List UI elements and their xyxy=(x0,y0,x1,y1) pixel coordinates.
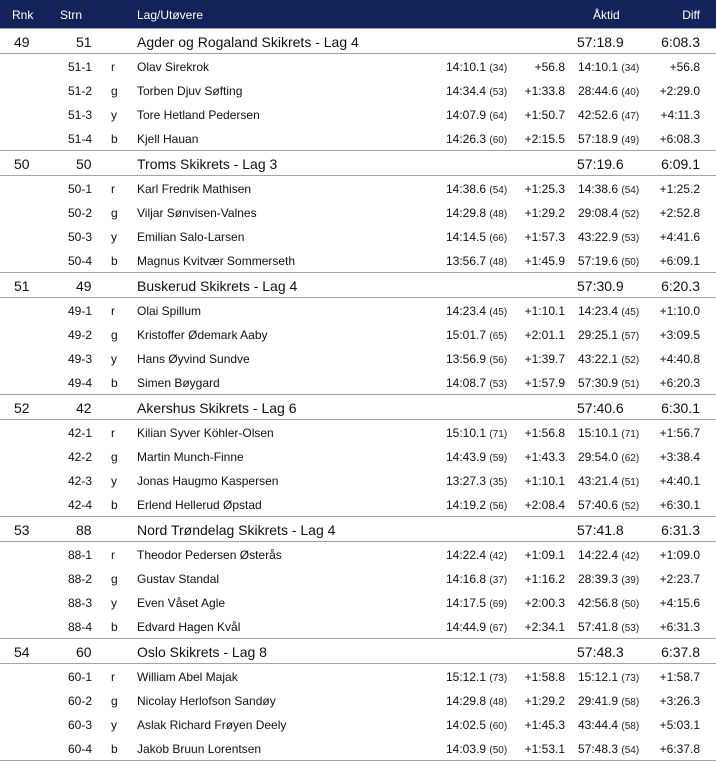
team-bib: 51 xyxy=(76,34,92,50)
athlete-name[interactable]: Nicolay Herlofson Sandøy xyxy=(137,694,276,708)
leg-time: 14:02.5 (60) xyxy=(446,718,508,732)
leg-time: 14:44.9 (67) xyxy=(446,620,508,634)
athlete-name[interactable]: Viljar Sønvisen-Valnes xyxy=(137,206,257,220)
athlete-name[interactable]: Even Våset Agle xyxy=(137,596,226,610)
leg-row[interactable] xyxy=(0,346,716,370)
leg-technique: g xyxy=(111,206,118,220)
cumulative-place: (45) xyxy=(621,307,640,318)
leg-place: (73) xyxy=(489,673,508,684)
leg-time: 14:23.4 (45) xyxy=(446,304,508,318)
leg-place: (45) xyxy=(489,307,508,318)
col-rank-header[interactable]: Rnk xyxy=(12,8,34,22)
cumulative-place: (49) xyxy=(621,135,640,146)
leg-time: 13:27.3 (35) xyxy=(446,474,508,488)
leg-row[interactable] xyxy=(0,468,716,492)
athlete-name[interactable]: Karl Fredrik Mathisen xyxy=(137,182,252,196)
athlete-name[interactable]: Theodor Pedersen Østerås xyxy=(137,548,282,562)
cumulative-time: 14:23.4 (45) xyxy=(578,304,640,318)
leg-diff: +1:45.9 xyxy=(524,254,565,268)
cumulative-time: 14:10.1 (34) xyxy=(578,60,640,74)
cumulative-place: (50) xyxy=(621,599,640,610)
cumulative-time: 29:25.1 (57) xyxy=(578,328,640,342)
leg-time: 14:07.9 (64) xyxy=(446,108,508,122)
leg-row[interactable] xyxy=(0,126,716,151)
cumulative-place: (51) xyxy=(621,379,640,390)
leg-time: 14:14.5 (66) xyxy=(446,230,508,244)
col-bib-header[interactable]: Strn xyxy=(60,8,83,22)
leg-technique: b xyxy=(111,620,118,634)
cumulative-place: (73) xyxy=(621,673,640,684)
cumulative-time: 57:48.3 (54) xyxy=(578,742,640,756)
team-row[interactable] xyxy=(0,517,716,542)
leg-place: (69) xyxy=(489,599,508,610)
leg-time: 13:56.7 (48) xyxy=(446,254,508,268)
leg-time: 14:43.9 (59) xyxy=(446,450,508,464)
leg-place: (65) xyxy=(489,331,508,342)
team-total-time: 57:30.9 xyxy=(577,278,624,294)
athlete-name[interactable]: Magnus Kvitvær Sommerseth xyxy=(137,254,296,268)
athlete-name[interactable]: Hans Øyvind Sundve xyxy=(137,352,250,366)
leg-place: (60) xyxy=(489,135,508,146)
athlete-name[interactable]: Edvard Hagen Kvål xyxy=(137,620,241,634)
leg-place: (37) xyxy=(489,575,508,586)
leg-technique: r xyxy=(111,60,115,74)
leg-time: 14:38.6 (54) xyxy=(446,182,508,196)
team-rank: 49 xyxy=(14,34,30,50)
col-total-header[interactable]: Åktid xyxy=(593,8,620,22)
cumulative-time: 57:41.8 (53) xyxy=(578,620,640,634)
team-total-time: 57:41.8 xyxy=(577,522,624,538)
cumulative-diff: +4:15.6 xyxy=(659,596,700,610)
leg-diff: +1:57.3 xyxy=(524,230,565,244)
leg-time: 14:29.8 (48) xyxy=(446,694,508,708)
leg-place: (53) xyxy=(489,379,508,390)
leg-bib: 51-2 xyxy=(68,84,93,98)
leg-technique: b xyxy=(111,132,118,146)
cumulative-place: (58) xyxy=(621,697,640,708)
leg-time: 15:10.1 (71) xyxy=(446,426,508,440)
athlete-name[interactable]: Olav Sirekrok xyxy=(137,60,210,74)
cumulative-time: 29:08.4 (52) xyxy=(578,206,640,220)
cumulative-time: 42:52.6 (47) xyxy=(578,108,640,122)
leg-diff: +1:43.3 xyxy=(524,450,565,464)
cumulative-place: (58) xyxy=(621,721,640,732)
cumulative-diff: +6:09.1 xyxy=(659,254,700,268)
leg-time: 15:12.1 (73) xyxy=(446,670,508,684)
team-rank: 54 xyxy=(14,644,30,660)
cumulative-place: (52) xyxy=(621,501,640,512)
leg-technique: r xyxy=(111,548,115,562)
leg-row[interactable] xyxy=(0,200,716,224)
cumulative-time: 57:40.6 (52) xyxy=(578,498,640,512)
leg-diff: +1:53.1 xyxy=(524,742,565,756)
athlete-name[interactable]: Martin Munch-Finne xyxy=(137,450,244,464)
cumulative-diff: +56.8 xyxy=(669,60,700,74)
athlete-name[interactable]: Jonas Haugmo Kaspersen xyxy=(137,474,279,488)
leg-diff: +2:00.3 xyxy=(524,596,565,610)
leg-bib: 50-4 xyxy=(68,254,93,268)
cumulative-place: (40) xyxy=(621,87,640,98)
leg-bib: 42-3 xyxy=(68,474,93,488)
leg-diff: +1:33.8 xyxy=(524,84,565,98)
leg-time: 14:26.3 (60) xyxy=(446,132,508,146)
results-table xyxy=(0,28,716,761)
cumulative-place: (51) xyxy=(621,477,640,488)
cumulative-time: 28:44.6 (40) xyxy=(578,84,640,98)
athlete-name[interactable]: Olai Spillum xyxy=(137,304,202,318)
cumulative-time: 57:18.9 (49) xyxy=(578,132,640,146)
team-rank: 52 xyxy=(14,400,30,416)
leg-technique: b xyxy=(111,376,118,390)
cumulative-diff: +1:25.2 xyxy=(659,182,700,196)
leg-place: (42) xyxy=(489,551,508,562)
team-bib: 49 xyxy=(76,278,92,294)
leg-technique: r xyxy=(111,426,115,440)
team-diff: 6:08.3 xyxy=(661,34,700,50)
cumulative-diff: +4:40.1 xyxy=(659,474,700,488)
leg-diff: +56.8 xyxy=(534,60,565,74)
cumulative-place: (39) xyxy=(621,575,640,586)
leg-technique: g xyxy=(111,450,118,464)
leg-row[interactable] xyxy=(0,664,716,688)
leg-time: 14:22.4 (42) xyxy=(446,548,508,562)
team-total-time: 57:19.6 xyxy=(577,156,624,172)
cumulative-diff: +6:20.3 xyxy=(659,376,700,390)
athlete-name[interactable]: Torben Djuv Søfting xyxy=(137,84,243,98)
cumulative-time: 29:41.9 (58) xyxy=(578,694,640,708)
cumulative-diff: +6:30.1 xyxy=(659,498,700,512)
leg-diff: +1:10.1 xyxy=(524,304,565,318)
leg-row[interactable] xyxy=(0,614,716,639)
leg-technique: r xyxy=(111,670,115,684)
leg-bib: 49-2 xyxy=(68,328,93,342)
leg-row[interactable] xyxy=(0,492,716,517)
leg-bib: 88-1 xyxy=(68,548,93,562)
leg-diff: +1:39.7 xyxy=(524,352,565,366)
cumulative-diff: +1:58.7 xyxy=(659,670,700,684)
athlete-name[interactable]: William Abel Majak xyxy=(137,670,238,684)
leg-row[interactable] xyxy=(0,248,716,273)
cumulative-time: 43:22.1 (52) xyxy=(578,352,640,366)
leg-time: 14:19.2 (56) xyxy=(446,498,508,512)
cumulative-place: (34) xyxy=(621,63,640,74)
leg-diff: +1:58.8 xyxy=(524,670,565,684)
team-rank: 53 xyxy=(14,522,30,538)
team-total-time: 57:48.3 xyxy=(577,644,624,660)
leg-place: (54) xyxy=(489,185,508,196)
team-name[interactable]: Troms Skikrets - Lag 3 xyxy=(137,156,278,172)
team-name[interactable]: Buskerud Skikrets - Lag 4 xyxy=(137,278,298,294)
athlete-name[interactable]: Simen Bøygard xyxy=(137,376,220,390)
leg-technique: g xyxy=(111,84,118,98)
team-diff: 6:37.8 xyxy=(661,644,700,660)
cumulative-diff: +2:23.7 xyxy=(659,572,700,586)
cumulative-diff: +6:08.3 xyxy=(659,132,700,146)
team-name[interactable]: Akershus Skikrets - Lag 6 xyxy=(137,400,297,416)
leg-time: 14:08.7 (53) xyxy=(446,376,508,390)
leg-diff: +1:16.2 xyxy=(524,572,565,586)
cumulative-time: 14:38.6 (54) xyxy=(578,182,640,196)
leg-bib: 51-4 xyxy=(68,132,93,146)
leg-row[interactable] xyxy=(0,224,716,248)
cumulative-place: (53) xyxy=(621,233,640,244)
leg-row[interactable] xyxy=(0,736,716,761)
cumulative-diff: +4:11.3 xyxy=(660,108,700,122)
cumulative-place: (54) xyxy=(621,185,640,196)
leg-diff: +2:08.4 xyxy=(524,498,565,512)
team-rank: 50 xyxy=(14,156,30,172)
leg-bib: 42-4 xyxy=(68,498,93,512)
team-name[interactable]: Oslo Skikrets - Lag 8 xyxy=(137,644,267,660)
cumulative-place: (50) xyxy=(621,257,640,268)
team-bib: 60 xyxy=(76,644,92,660)
cumulative-time: 43:44.4 (58) xyxy=(578,718,640,732)
leg-technique: b xyxy=(111,498,118,512)
cumulative-time: 14:22.4 (42) xyxy=(578,548,640,562)
athlete-name[interactable]: Emilian Salo-Larsen xyxy=(137,230,245,244)
leg-time: 14:29.8 (48) xyxy=(446,206,508,220)
cumulative-diff: +4:40.8 xyxy=(659,352,700,366)
leg-time: 13:56.9 (56) xyxy=(446,352,508,366)
leg-bib: 49-4 xyxy=(68,376,93,390)
leg-row[interactable] xyxy=(0,420,716,444)
leg-place: (34) xyxy=(489,63,508,74)
leg-technique: g xyxy=(111,572,118,586)
cumulative-time: 28:39.3 (39) xyxy=(578,572,640,586)
leg-diff: +1:10.1 xyxy=(524,474,565,488)
team-diff: 6:09.1 xyxy=(661,156,700,172)
leg-row[interactable] xyxy=(0,444,716,468)
leg-row[interactable] xyxy=(0,298,716,322)
leg-technique: g xyxy=(111,694,118,708)
leg-diff: +1:57.9 xyxy=(524,376,565,390)
leg-diff: +1:29.2 xyxy=(524,694,565,708)
leg-diff: +2:15.5 xyxy=(524,132,565,146)
cumulative-place: (62) xyxy=(621,453,640,464)
leg-row[interactable] xyxy=(0,688,716,712)
athlete-name[interactable]: Erlend Hellerud Øpstad xyxy=(137,498,262,512)
team-row[interactable] xyxy=(0,395,716,420)
leg-bib: 49-3 xyxy=(68,352,93,366)
leg-time: 14:10.1 (34) xyxy=(446,60,508,74)
leg-diff: +1:29.2 xyxy=(524,206,565,220)
cumulative-diff: +1:10.0 xyxy=(659,304,700,318)
leg-bib: 60-4 xyxy=(68,742,93,756)
team-diff: 6:30.1 xyxy=(661,400,700,416)
leg-time: 14:03.9 (50) xyxy=(446,742,508,756)
team-bib: 42 xyxy=(76,400,92,416)
team-row[interactable] xyxy=(0,639,716,664)
leg-row[interactable] xyxy=(0,322,716,346)
athlete-name[interactable]: Gustav Standal xyxy=(137,572,220,586)
cumulative-time: 43:21.4 (51) xyxy=(578,474,640,488)
col-diff-header[interactable]: Diff xyxy=(682,8,700,22)
team-bib: 88 xyxy=(76,522,92,538)
leg-row[interactable] xyxy=(0,176,716,200)
leg-place: (48) xyxy=(489,697,508,708)
leg-place: (60) xyxy=(489,721,508,732)
cumulative-diff: +2:52.8 xyxy=(659,206,700,220)
leg-bib: 49-1 xyxy=(68,304,93,318)
leg-row[interactable] xyxy=(0,590,716,614)
leg-technique: y xyxy=(111,596,117,610)
leg-technique: r xyxy=(111,182,115,196)
leg-place: (56) xyxy=(489,501,508,512)
cumulative-time: 57:19.6 (50) xyxy=(578,254,640,268)
leg-bib: 51-1 xyxy=(68,60,93,74)
leg-time: 14:16.8 (37) xyxy=(446,572,508,586)
cumulative-time: 15:12.1 (73) xyxy=(578,670,640,684)
leg-bib: 50-2 xyxy=(68,206,93,220)
athlete-name[interactable]: Jakob Bruun Lorentsen xyxy=(137,742,262,756)
leg-technique: y xyxy=(111,352,117,366)
cumulative-place: (57) xyxy=(621,331,640,342)
cumulative-diff: +6:31.3 xyxy=(659,620,700,634)
leg-bib: 88-3 xyxy=(68,596,93,610)
col-team-header[interactable]: Lag/Utøvere xyxy=(137,8,204,22)
leg-bib: 88-2 xyxy=(68,572,93,586)
leg-place: (59) xyxy=(489,453,508,464)
cumulative-diff: +4:41.6 xyxy=(659,230,700,244)
leg-place: (48) xyxy=(489,257,508,268)
leg-technique: b xyxy=(111,742,118,756)
team-name[interactable]: Nord Trøndelag Skikrets - Lag 4 xyxy=(137,522,336,538)
leg-technique: b xyxy=(111,254,118,268)
cumulative-place: (47) xyxy=(621,111,640,122)
leg-diff: +1:09.1 xyxy=(524,548,565,562)
leg-diff: +2:34.1 xyxy=(524,620,565,634)
leg-technique: g xyxy=(111,328,118,342)
team-row[interactable] xyxy=(0,273,716,298)
cumulative-place: (54) xyxy=(621,745,640,756)
leg-time: 14:34.4 (53) xyxy=(446,84,508,98)
leg-row[interactable] xyxy=(0,102,716,126)
team-diff: 6:20.3 xyxy=(661,278,700,294)
team-total-time: 57:40.6 xyxy=(577,400,624,416)
leg-row[interactable] xyxy=(0,54,716,78)
athlete-name[interactable]: Aslak Richard Frøyen Deely xyxy=(137,718,287,732)
leg-diff: +1:56.8 xyxy=(524,426,565,440)
cumulative-diff: +3:26.3 xyxy=(659,694,700,708)
team-row[interactable] xyxy=(0,28,716,54)
cumulative-time: 57:30.9 (51) xyxy=(578,376,640,390)
leg-bib: 51-3 xyxy=(68,108,93,122)
cumulative-place: (71) xyxy=(621,429,640,440)
leg-diff: +1:45.3 xyxy=(524,718,565,732)
cumulative-diff: +6:37.8 xyxy=(659,742,700,756)
cumulative-diff: +3:38.4 xyxy=(659,450,700,464)
cumulative-diff: +5:03.1 xyxy=(659,718,700,732)
team-rank: 51 xyxy=(14,278,30,294)
leg-place: (67) xyxy=(489,623,508,634)
leg-time: 14:17.5 (69) xyxy=(446,596,508,610)
leg-bib: 50-1 xyxy=(68,182,93,196)
leg-place: (64) xyxy=(489,111,508,122)
leg-time: 15:01.7 (65) xyxy=(446,328,508,342)
cumulative-time: 43:22.9 (53) xyxy=(578,230,640,244)
leg-diff: +1:50.7 xyxy=(524,108,565,122)
athlete-name[interactable]: Kristoffer Ødemark Aaby xyxy=(137,328,268,342)
cumulative-diff: +3:09.5 xyxy=(659,328,700,342)
cumulative-time: 29:54.0 (62) xyxy=(578,450,640,464)
team-bib: 50 xyxy=(76,156,92,172)
leg-technique: y xyxy=(111,230,117,244)
leg-bib: 50-3 xyxy=(68,230,93,244)
team-row[interactable] xyxy=(0,151,716,176)
leg-place: (50) xyxy=(489,745,508,756)
team-name[interactable]: Agder og Rogaland Skikrets - Lag 4 xyxy=(137,34,359,50)
leg-place: (71) xyxy=(489,429,508,440)
athlete-name[interactable]: Kjell Hauan xyxy=(137,132,199,146)
leg-bib: 42-2 xyxy=(68,450,93,464)
leg-technique: y xyxy=(111,108,117,122)
leg-bib: 60-1 xyxy=(68,670,93,684)
team-diff: 6:31.3 xyxy=(661,522,700,538)
cumulative-time: 42:56.8 (50) xyxy=(578,596,640,610)
leg-diff: +1:25.3 xyxy=(524,182,565,196)
leg-diff: +2:01.1 xyxy=(524,328,565,342)
athlete-name[interactable]: Tore Hetland Pedersen xyxy=(137,108,260,122)
leg-place: (48) xyxy=(489,209,508,220)
leg-bib: 60-2 xyxy=(68,694,93,708)
leg-row[interactable] xyxy=(0,78,716,102)
leg-technique: y xyxy=(111,474,117,488)
leg-place: (35) xyxy=(489,477,508,488)
leg-row[interactable] xyxy=(0,566,716,590)
athlete-name[interactable]: Kilian Syver Köhler-Olsen xyxy=(137,426,274,440)
leg-place: (66) xyxy=(489,233,508,244)
leg-row[interactable] xyxy=(0,542,716,566)
leg-place: (53) xyxy=(489,87,508,98)
cumulative-place: (42) xyxy=(621,551,640,562)
cumulative-place: (52) xyxy=(621,355,640,366)
cumulative-place: (52) xyxy=(621,209,640,220)
cumulative-place: (53) xyxy=(621,623,640,634)
leg-place: (56) xyxy=(489,355,508,366)
leg-bib: 88-4 xyxy=(68,620,93,634)
leg-bib: 42-1 xyxy=(68,426,93,440)
leg-row[interactable] xyxy=(0,370,716,395)
leg-technique: y xyxy=(111,718,117,732)
cumulative-diff: +2:29.0 xyxy=(659,84,700,98)
cumulative-time: 15:10.1 (71) xyxy=(578,426,640,440)
cumulative-diff: +1:56.7 xyxy=(659,426,700,440)
results-header xyxy=(0,0,716,28)
leg-bib: 60-3 xyxy=(68,718,93,732)
team-total-time: 57:18.9 xyxy=(577,34,624,50)
cumulative-diff: +1:09.0 xyxy=(659,548,700,562)
leg-row[interactable] xyxy=(0,712,716,736)
leg-technique: r xyxy=(111,304,115,318)
